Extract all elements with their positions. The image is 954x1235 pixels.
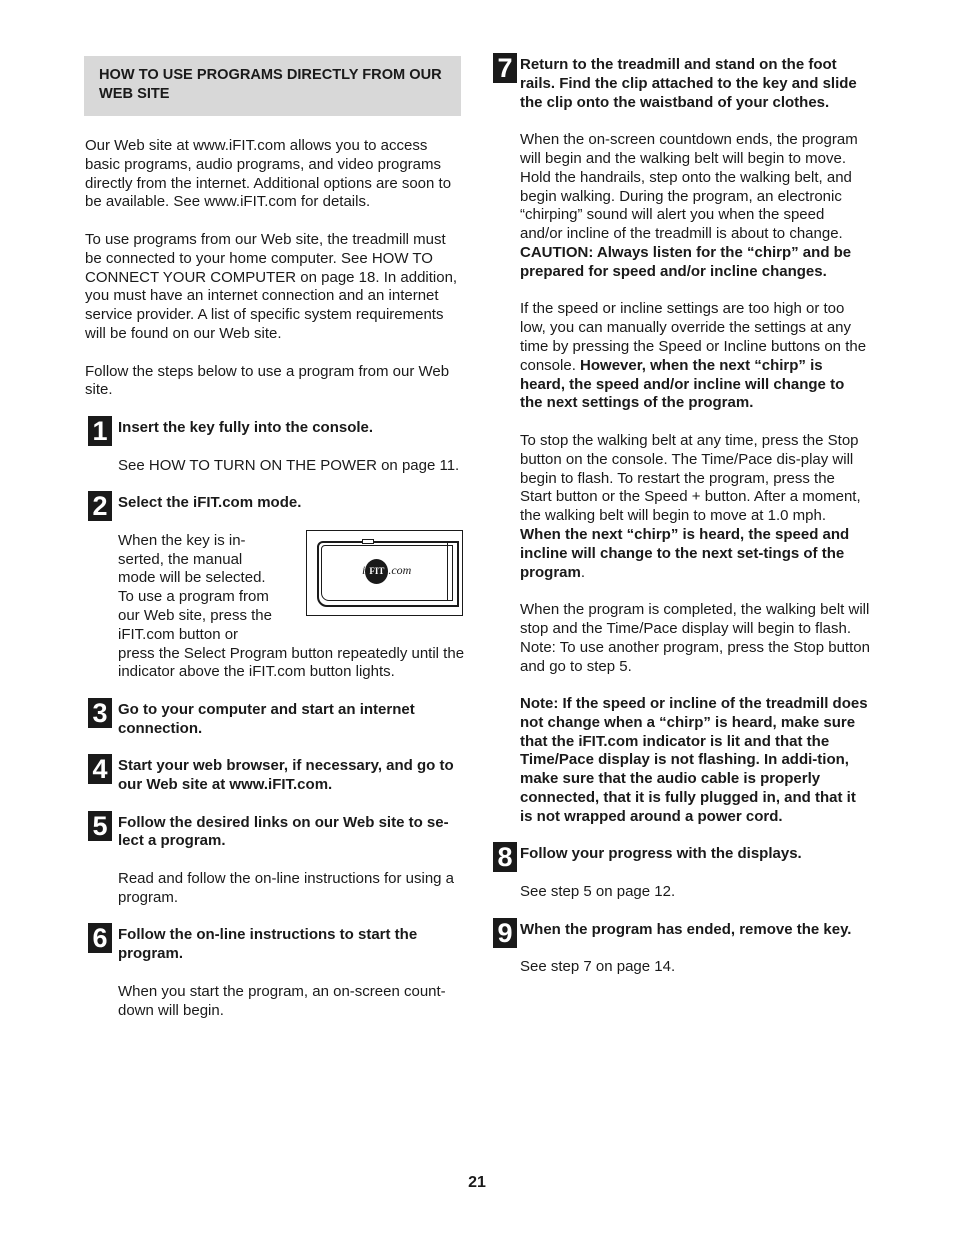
step-2	[85, 491, 465, 682]
step-title: Follow your progress with the displays.	[520, 845, 802, 863]
intro-paragraph-2: To use programs from our Web site, the treadmill must be connected to your home computer. See HOW TO CONNECT YOUR COMPUTER on page 18. In addition, you must have an internet connection and an internet service provider. A list of specific system requirements will be found on our Web site.	[85, 230, 458, 342]
step-5	[85, 810, 465, 908]
step-body-line: our Web site, press the	[118, 606, 272, 624]
step-1	[85, 415, 465, 475]
step-9	[490, 917, 870, 977]
bold-text: However, when the next “chirp” is heard, the speed and/or incline will change to the next settings of the program.	[520, 356, 845, 412]
intro-paragraph-3: Follow the steps below to use a program from our Web site.	[85, 362, 450, 399]
console-illustration	[306, 530, 463, 616]
step-number: 6	[88, 923, 112, 953]
step-number: 1	[88, 416, 112, 446]
step-body: See step 5 on page 12.	[520, 883, 676, 901]
step-title: Return to the treadmill and stand on the foot rails. Find the clip attached to the key and slide the clip onto the waistband of your clothes.	[520, 56, 857, 111]
step-body-line: When the key is in-	[118, 531, 246, 549]
step-paragraph: When the program is completed, the walking belt will stop and the Time/Pace display will begin to flash. Note: To use another program, press the Stop button and go to step 5.	[520, 601, 870, 675]
left-column	[85, 56, 465, 1039]
step-title: Insert the key fully into the console.	[118, 418, 374, 436]
logo-com: .com	[388, 562, 412, 577]
step-title: Follow the on-line instructions to start the program.	[118, 926, 418, 963]
step-number: 2	[88, 491, 112, 521]
step-number: 9	[493, 918, 517, 948]
intro-paragraph-1: Our Web site at www.iFIT.com allows you to access basic programs, audio programs, and video programs directly from the internet. Additional options are soon to be available. See www.iFIT.com for details.	[85, 137, 452, 211]
paragraph-text: If the speed or incline settings are too high or too low, you can manually override the settings at any time by pressing the Speed or Incline buttons on the console.	[520, 300, 867, 374]
right-column	[490, 53, 870, 996]
step-6	[85, 923, 465, 1020]
paragraph-text: To stop the walking belt at any time, press the Stop button on the console. The Time/Pace dis-play will begin to flash. To restart the program, press the Start button or the Speed + button. After a moment, the walking belt will begin to move at 1.0 mph.	[520, 431, 861, 525]
page-number: 21	[468, 1174, 486, 1191]
ifit-logo	[362, 559, 411, 584]
step-number: 4	[88, 754, 112, 784]
note-paragraph	[520, 695, 870, 827]
step-number: 5	[88, 811, 112, 841]
step-body: See step 7 on page 14.	[520, 958, 676, 976]
step-paragraph	[520, 432, 870, 582]
logo-i: i	[362, 562, 366, 577]
paragraph-text: When the on-screen countdown ends, the program will begin and the walking belt will begin to move. Hold the handrails, step onto the walking belt, and begin walking. During the program, an electronic “chirping” sound will alert you when the speed and/or incline of the treadmill is about to change.	[520, 131, 858, 243]
bold-text: When the next “chirp” is heard, the speed and incline will change to the next set-tings of the program	[520, 525, 850, 581]
step-title: Select the iFIT.com mode.	[118, 494, 302, 512]
step-title: When the program has ended, remove the key.	[520, 920, 852, 938]
note-text: Note: If the speed or incline of the treadmill does not change when a “chirp” is heard, make sure that the iFIT.com indicator is lit and that the Time/Pace display is not flashing. In addi-tion, make sure that the audio cable is properly connected, that it is fully plugged in, and that it is not wrapped around a power cord.	[520, 695, 868, 825]
paragraph-end: .	[580, 563, 586, 581]
indicator-light	[362, 539, 374, 544]
step-3	[85, 697, 465, 739]
section-title: HOW TO USE PROGRAMS DIRECTLY FROM OUR WEB SITE	[99, 67, 442, 102]
caution-text: CAUTION: Always listen for the “chirp” and be prepared for speed and/or incline changes.	[520, 243, 852, 280]
step-7	[490, 53, 870, 827]
step-8	[490, 842, 870, 901]
step-body: When you start the program, an on-screen count-down will begin.	[118, 982, 446, 1019]
step-body: Read and follow the on-line instructions for using a program.	[118, 870, 455, 906]
step-title: Go to your computer and start an internet connection.	[118, 700, 415, 737]
step-4	[85, 754, 465, 795]
step-title: Follow the desired links on our Web site to se-lect a program.	[118, 813, 449, 850]
step-body-line: iFIT.com button or	[118, 625, 239, 643]
step-body: See HOW TO TURN ON THE POWER on page 11.	[118, 456, 460, 474]
step-number: 3	[88, 698, 112, 728]
step-number: 8	[493, 842, 517, 872]
step-paragraph	[520, 300, 870, 413]
step-body-line: mode will be selected.	[118, 569, 266, 587]
section-header	[84, 56, 461, 116]
logo-fit: FIT	[365, 559, 388, 584]
step-title: Start your web browser, if necessary, and go to our Web site at www.iFIT.com.	[118, 757, 454, 794]
step-paragraph	[520, 131, 870, 281]
step-number: 7	[493, 53, 517, 83]
console-edge	[447, 543, 448, 601]
step-body-line: serted, the manual	[118, 550, 243, 568]
step-body-line: To use a program from	[118, 588, 269, 606]
step-body-rest: press the Select Program button repeatedly until the indicator above the iFIT.com button lights.	[118, 644, 465, 681]
